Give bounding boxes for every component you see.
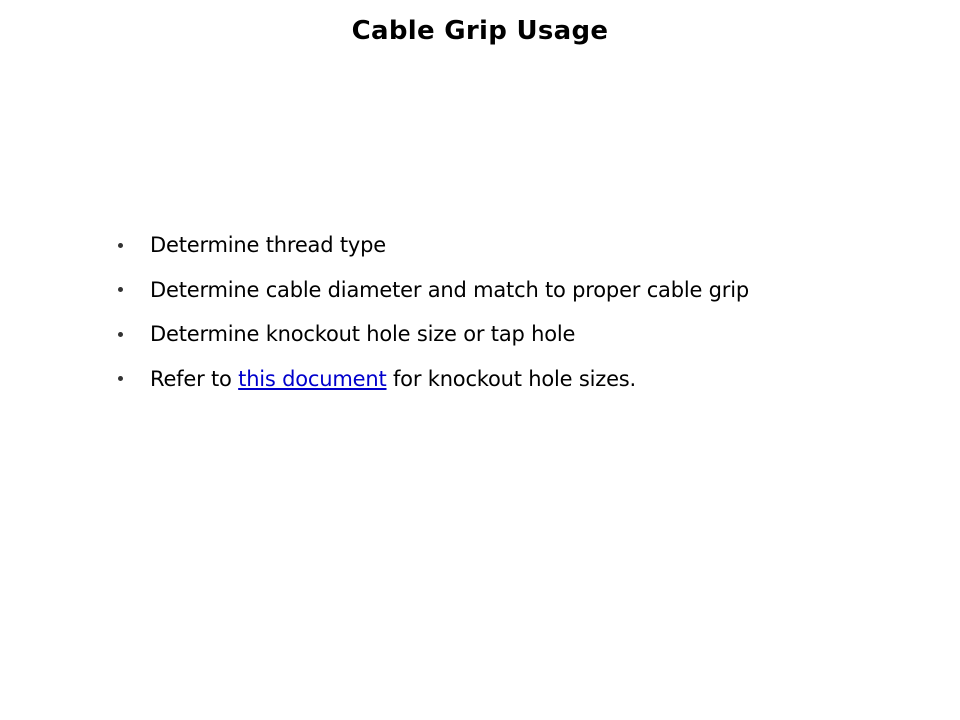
bullet-text: Determine thread type	[150, 233, 386, 258]
bullet-text	[150, 367, 636, 391]
bullet-item	[118, 223, 940, 268]
bullet-icon	[118, 376, 123, 381]
bullet-text-suffix: for knockout hole sizes.	[386, 366, 637, 391]
bullet-text-prefix: Refer to	[150, 366, 239, 391]
bullet-icon	[118, 243, 123, 248]
document-link[interactable]: this document	[238, 366, 387, 391]
bullet-item	[118, 268, 940, 313]
bullet-list	[118, 223, 940, 401]
bullet-icon	[118, 332, 123, 337]
bullet-item	[118, 312, 940, 357]
bullet-icon	[118, 287, 123, 292]
bullet-text: Determine knockout hole size or tap hole	[150, 322, 576, 347]
bullet-text: Determine cable diameter and match to proper cable grip	[150, 277, 749, 302]
slide-title: Cable Grip Usage	[351, 16, 609, 46]
bullet-item	[118, 357, 940, 402]
